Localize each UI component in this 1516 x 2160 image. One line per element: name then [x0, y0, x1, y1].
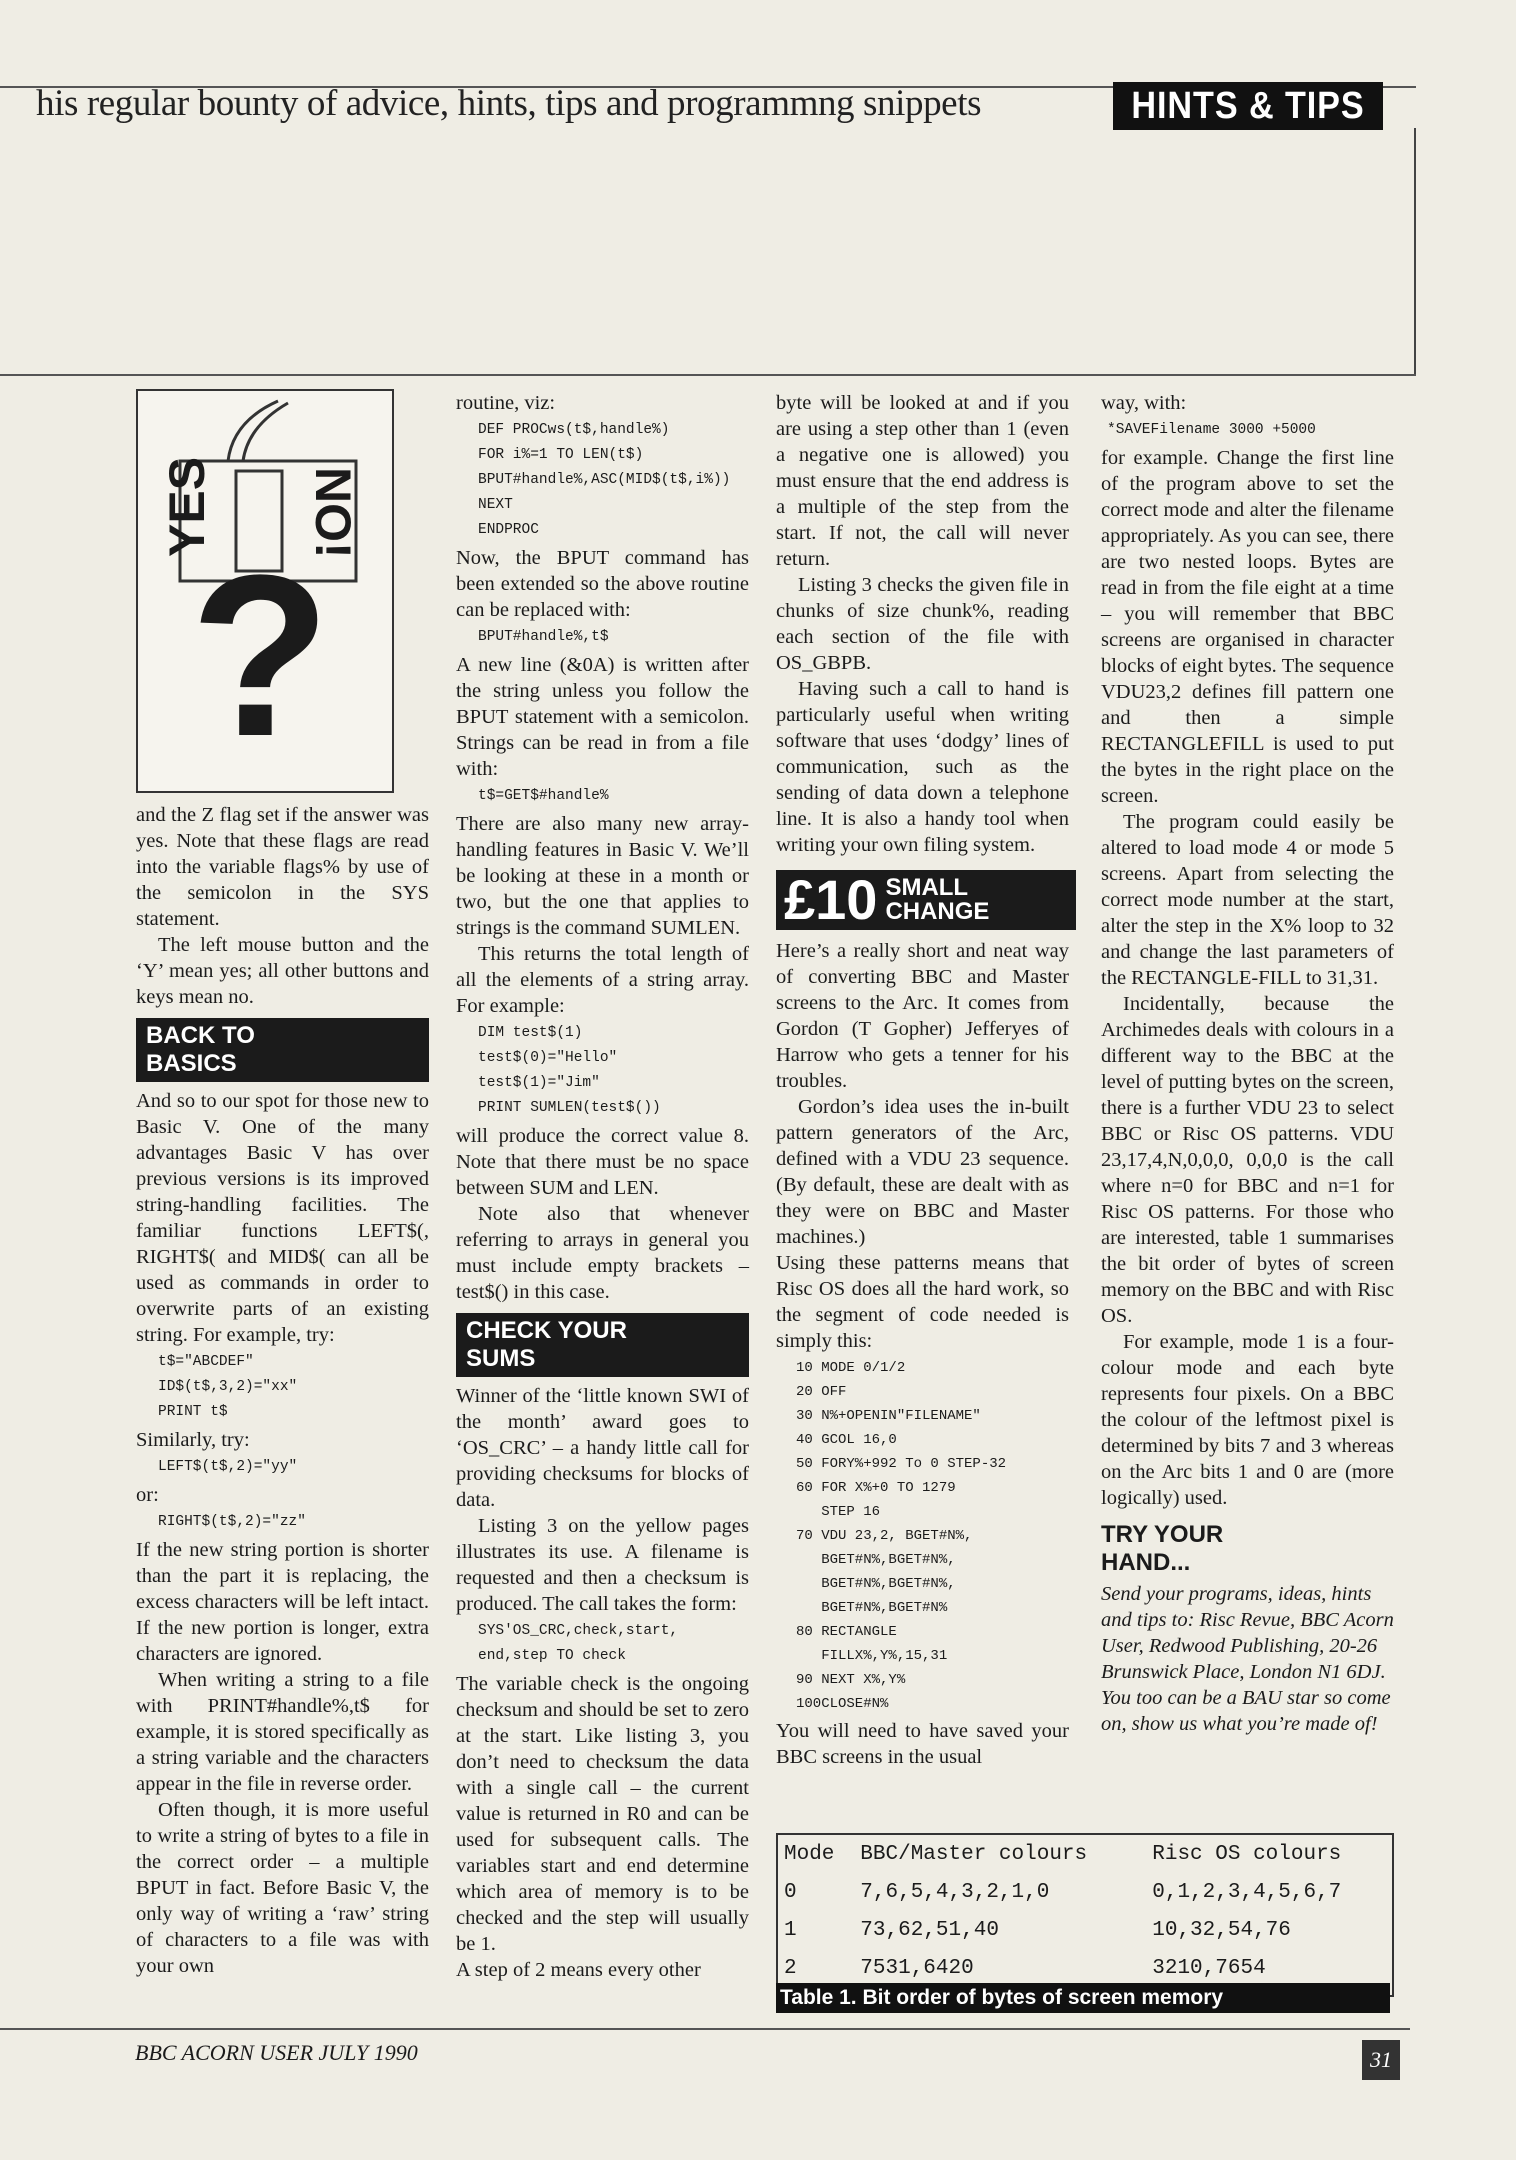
- small-change-label: SMALL CHANGE: [885, 874, 990, 925]
- table-header-cell: BBC/Master colours: [860, 1842, 1088, 1866]
- paragraph: A new line (&0A) is written after the string unless you follow the BPUT statement with a semicolon. Strings can be read in from a file with:: [456, 654, 749, 780]
- bit-order-table: [776, 1833, 1394, 1997]
- paragraph: Note also that whenever referring to arrays in general you must include empty brackets – test$() in this case.: [456, 1203, 749, 1303]
- code-listing: *SAVEFilename 3000 +5000: [1107, 422, 1316, 438]
- small-change-heading: [776, 870, 1076, 930]
- paragraph: Here’s a really short and neat way of converting BBC and Master screens to the Arc. It comes from Gordon (T Gopher) Jefferyes of Harrow who gets a tenner for his troubles.: [776, 940, 1069, 1092]
- table-cell: 0: [784, 1880, 797, 1904]
- paragraph: There are also many new array-handling features in Basic V. We’ll be looking at these in a month or two, but the one that applies to strings is the command SUMLEN.: [456, 813, 749, 939]
- table-cell: 7,6,5,4,3,2,1,0: [860, 1880, 1050, 1904]
- try-your-hand-heading: TRY YOUR HAND...: [1101, 1521, 1224, 1576]
- table-cell: 3210,7654: [1152, 1956, 1266, 1980]
- table-header-cell: Mode: [784, 1842, 835, 1866]
- paragraph: Send your programs, ideas, hints and tips to: Risc Revue, BBC Acorn User, Redwood Publishing, 20-26 Brunswick Place, London N1 6DJ. You too can be a BAU star so come on, show us what you’re made of!: [1101, 1583, 1394, 1735]
- section-tag: HINTS & TIPS: [1113, 82, 1383, 130]
- check-your-sums-heading: CHECK YOUR SUMS: [456, 1313, 749, 1377]
- paragraph: Now, the BPUT command has been extended so the above routine can be replaced with:: [456, 547, 749, 621]
- code-listing: SYS'OS_CRC,check,start, end,step TO check: [478, 1623, 679, 1664]
- code-listing: t$="ABCDEF" ID$(t$,3,2)="xx" PRINT t$: [158, 1354, 298, 1420]
- table-cell: 10,32,54,76: [1152, 1918, 1291, 1942]
- paragraph: routine, viz:: [456, 392, 556, 414]
- paragraph: Winner of the ‘little known SWI of the month’ award goes to ‘OS_CRC’ – a handy little call for providing checksums for blocks of data.: [456, 1385, 749, 1511]
- paragraph: You will need to have saved your BBC screens in the usual: [776, 1720, 1069, 1768]
- column-1: [136, 802, 429, 1979]
- paragraph: This returns the total length of all the elements of a string array. For example:: [456, 943, 749, 1017]
- paragraph: Incidentally, because the Archimedes deals with colours in a different way to the BBC at the level of putting bytes on the screen, there is a further VDU 23 to select BBC or Risc OS patterns. VDU 23,17,4,N,0,0,0, 0,0,0 is the call where n=0 for BBC and n=1 for Risc OS patterns. For those who are interested, table 1 summarises the bit order of bytes of screen memory on the BBC and with Risc OS.: [1101, 993, 1394, 1327]
- code-listing: DIM test$(1) test$(0)="Hello" test$(1)="Jim" PRINT SUMLEN(test$()): [478, 1025, 661, 1116]
- paragraph: When writing a string to a file with PRINT#handle%,t$ for example, it is stored specifically as a string variable and the characters appear in the file in reverse order.: [136, 1669, 429, 1795]
- paragraph: Similarly, try:: [136, 1429, 250, 1451]
- paragraph: Using these patterns means that Risc OS does all the hard work, so the segment of code needed is simply this:: [776, 1252, 1069, 1352]
- paragraph: byte will be looked at and if you are using a step other than 1 (even a negative one is allowed) you must ensure that the end address is a multiple of the step from the start. If not, the call will never return.: [776, 392, 1069, 570]
- table-header-cell: Risc OS colours: [1152, 1842, 1342, 1866]
- table-cell: 2: [784, 1956, 797, 1980]
- header-bottom-rule: [0, 374, 1416, 376]
- paragraph: The variable check is the ongoing checksum and should be set to zero at the start. Like listing 3, you don’t need to checksum the data with a single call – the current value is returned in R0 and can be used for subsequent calls. The variables start and end determine which area of memory is to be checked and the step will usually be 1.: [456, 1673, 749, 1955]
- yes-no-illustration: [136, 389, 394, 793]
- back-to-basics-heading: BACK TO BASICS: [136, 1018, 429, 1082]
- paragraph: Gordon’s idea uses the in-built pattern generators of the Arc, defined with a VDU 23 sequence. (By default, these are dealt with as they were on BBC and Master machines.): [776, 1096, 1069, 1248]
- table-header-row: [778, 1835, 1392, 1873]
- code-listing: t$=GET$#handle%: [478, 788, 609, 804]
- paragraph: or:: [136, 1484, 159, 1506]
- ten-pound-label: £10: [784, 868, 878, 931]
- table-cell: 7531,6420: [860, 1956, 974, 1980]
- question-mark-icon: ?: [190, 527, 331, 784]
- code-listing: LEFT$(t$,2)="yy": [158, 1459, 298, 1475]
- table-cell: 73,62,51,40: [860, 1918, 999, 1942]
- page-number: 31: [1362, 2040, 1400, 2080]
- footer-rule: [0, 2028, 1410, 2030]
- paragraph: and the Z flag set if the answer was yes. Note that these flags are read into the variable flags% by use of the semicolon in the SYS statement.: [136, 804, 429, 930]
- code-listing: RIGHT$(t$,2)="zz": [158, 1514, 306, 1530]
- column-3: [776, 390, 1069, 1770]
- yes-label: YES: [159, 456, 215, 557]
- paragraph: A step of 2 means every other: [456, 1959, 701, 1981]
- magazine-footer: BBC ACORN USER JULY 1990: [135, 2040, 418, 2065]
- paragraph: And so to our spot for those new to Basic V. One of the many advantages Basic V has over previous versions is its improved string-handling facilities. The familiar functions LEFT$(, RIGHT$( and MID$( can all be used as commands in order to overwrite parts of an existing string. For example, try:: [136, 1090, 429, 1346]
- column-2: [456, 390, 749, 1983]
- no-label: NO!: [305, 467, 361, 559]
- paragraph: Often though, it is more useful to write a string of bytes to a file in the correct order – a multiple BPUT in fact. Before Basic V, the only way of writing a ‘raw’ string of characters to a file was with your own: [136, 1799, 429, 1977]
- paragraph: Having such a call to hand is particularly useful when writing software that uses ‘dodgy’ lines of communication, such as the sending of data down a telephone line. It is also a handy tool when writing your own filing system.: [776, 678, 1069, 856]
- column-4: [1101, 390, 1394, 1737]
- paragraph: Listing 3 checks the given file in chunks of size chunk%, reading each section of the file with OS_GBPB.: [776, 574, 1069, 674]
- paragraph: way, with:: [1101, 392, 1187, 414]
- code-listing: 10 MODE 0/1/2 20 OFF 30 N%+OPENIN"FILENAME" 40 GCOL 16,0 50 FORY%+992 To 0 STEP-32 60 FOR X%+0 TO 1279 STEP 16 70 VDU 23,2, BGET#N%, BGET#N%,BGET#N%, BGET#N%,BGET#N%, BGET#N%,BGET#N% 80 RECTANGLE FILLX%,Y%,15,31 90 NEXT X%,Y% 100CLOSE#N%: [796, 1360, 1007, 1712]
- paragraph: Listing 3 on the yellow pages illustrates its use. A filename is requested and then a checksum is produced. The call takes the form:: [456, 1515, 749, 1615]
- paragraph: The left mouse button and the ‘Y’ mean yes; all other buttons and keys mean no.: [136, 934, 429, 1008]
- code-listing: DEF PROCws(t$,handle%) FOR i%=1 TO LEN(t$) BPUT#handle%,ASC(MID$(t$,i%)) NEXT ENDPROC: [478, 422, 731, 538]
- table-cell: 1: [784, 1918, 797, 1942]
- paragraph: If the new string portion is shorter than the part it is replacing, the excess characters will be left intact. If the new portion is longer, extra characters are ignored.: [136, 1539, 429, 1665]
- table-caption: Table 1. Bit order of bytes of screen memory: [776, 1983, 1390, 2013]
- table-cell: 0,1,2,3,4,5,6,7: [1152, 1880, 1342, 1904]
- paragraph: The program could easily be altered to load mode 4 or mode 5 screens. Apart from selecting the correct mode number at the start, alter the step in the X% loop to 32 and change the last parameters of the RECTANGLE-FILL to 31,31.: [1101, 811, 1394, 989]
- table-row: [778, 1911, 1392, 1949]
- page-headline: his regular bounty of advice, hints, tips and programmng snippets: [36, 83, 982, 124]
- code-listing: BPUT#handle%,t$: [478, 629, 609, 645]
- paragraph: will produce the correct value 8. Note that there must be no space between SUM and LEN.: [456, 1125, 749, 1199]
- table-row: [778, 1873, 1392, 1911]
- paragraph: For example, mode 1 is a four-colour mode and each byte represents four pixels. On a BBC the colour of the leftmost pixel is determined by bits 7 and 3 whereas on the Arc bits 1 and 0 are (more logically) used.: [1101, 1331, 1394, 1509]
- header-side-rule: [1414, 128, 1416, 376]
- paragraph: for example. Change the first line of the program above to set the correct mode and alter the filename appropriately. As you can see, there are two nested loops. Bytes are read in from the file eight at a time – you will remember that BBC screens are organised in character blocks of eight bytes. The sequence VDU23,2 defines fill pattern one and then a simple RECTANGLEFILL is used to put the bytes in the right place on the screen.: [1101, 447, 1394, 807]
- table-row: [778, 1949, 1392, 1987]
